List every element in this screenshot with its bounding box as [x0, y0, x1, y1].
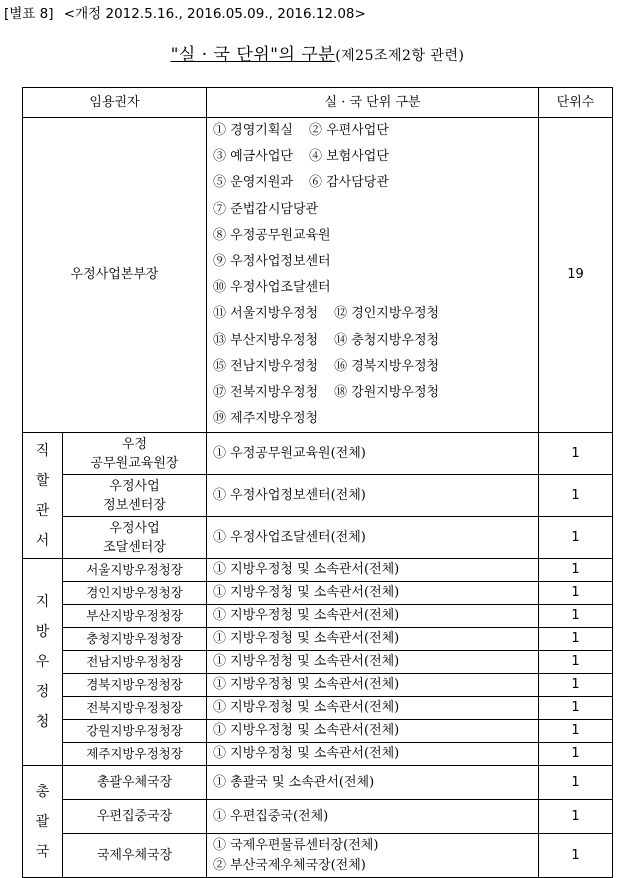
unit-cell: ① 지방우정청 및 소속관서(전체): [207, 582, 539, 605]
group-char: 총: [35, 783, 50, 800]
authority-cell: 전북지방우정청장: [63, 697, 207, 720]
hq-unit-item: ⑫ 경인지방우정청: [334, 306, 440, 322]
authority-cell: [63, 475, 207, 517]
unit-cell: ① 지방우정청 및 소속관서(전체): [207, 605, 539, 628]
table-header-row: [23, 88, 613, 118]
authority-line: 우정: [121, 436, 148, 452]
table-row: [23, 559, 613, 582]
count-cell: 1: [539, 766, 613, 800]
hq-unit-line: [213, 354, 532, 380]
count-cell: 1: [539, 628, 613, 651]
unit-cell: ① 우정사업조달센터(전체): [207, 517, 539, 559]
authority-cell: 경북지방우정청장: [63, 674, 207, 697]
table-row: [23, 697, 613, 720]
unit-cell: ① 우정공무원교육원(전체): [207, 433, 539, 475]
authority-cell: 제주지방우정청장: [63, 743, 207, 766]
unit-cell: ① 지방우정청 및 소속관서(전체): [207, 651, 539, 674]
unit-cell: ① 지방우정청 및 소속관서(전체): [207, 628, 539, 651]
count-cell: 1: [539, 605, 613, 628]
hq-unit-item: ⑬ 부산지방우정청: [213, 332, 319, 348]
hq-unit-line: [213, 118, 532, 144]
count-cell: 1: [539, 720, 613, 743]
column-header-authority: 임용권자: [23, 88, 207, 118]
group-label-direct: [23, 433, 63, 559]
table-row: [23, 800, 613, 834]
count-cell: 1: [539, 475, 613, 517]
hq-unit-line: [213, 301, 532, 327]
group-char: 관: [35, 502, 50, 519]
count-cell: 1: [539, 517, 613, 559]
authority-line: 조달센터장: [103, 539, 166, 555]
hq-unit-item: ⑤ 운영지원과: [213, 175, 293, 191]
count-cell: 1: [539, 697, 613, 720]
authority-cell: 우편집중국장: [63, 800, 207, 834]
authority-cell: [63, 517, 207, 559]
group-char: 국: [35, 843, 50, 860]
unit-cell: ① 총괄국 및 소속관서(전체): [207, 766, 539, 800]
unit-cell: ① 지방우정청 및 소속관서(전체): [207, 559, 539, 582]
authority-cell: 부산지방우정청장: [63, 605, 207, 628]
hq-unit-item: ⑲ 제주지방우정청: [213, 411, 319, 427]
authority-cell: 서울지방우정청장: [63, 559, 207, 582]
count-cell: 1: [539, 674, 613, 697]
unit-cell: ① 지방우정청 및 소속관서(전체): [207, 674, 539, 697]
unit-cell: ① 우편집중국(전체): [207, 800, 539, 834]
hq-unit-item: ⑥ 감사담당관: [308, 175, 389, 191]
hq-unit-item: ⑪ 서울지방우정청: [213, 306, 319, 322]
group-label-general: [23, 766, 63, 878]
hq-unit-line: [213, 328, 532, 354]
authority-line: 공무원교육원장: [90, 455, 179, 471]
group-char: 정: [35, 684, 50, 701]
hq-unit-item: ① 경영기획실: [213, 123, 293, 138]
authority-line: 우정사업: [109, 478, 160, 494]
table-row: [23, 743, 613, 766]
table-row: [23, 517, 613, 559]
group-char: 우: [35, 654, 50, 671]
authority-cell: 충청지방우정청장: [63, 628, 207, 651]
hq-unit-line: [213, 380, 532, 406]
group-label-regional: [23, 559, 63, 766]
count-cell: 1: [539, 559, 613, 582]
authority-cell: 전남지방우정청장: [63, 651, 207, 674]
hq-unit-item: ⑦ 준법감시담당관: [213, 201, 319, 217]
count-cell: 1: [539, 651, 613, 674]
table-row: [23, 582, 613, 605]
table-row: [23, 720, 613, 743]
hq-unit-item: ⑭ 충청지방우정청: [334, 332, 440, 348]
table-row: [23, 605, 613, 628]
group-char: 방: [35, 624, 50, 641]
table-row: [23, 651, 613, 674]
hq-unit-item: ⑨ 우정사업정보센터: [213, 254, 331, 270]
hq-unit-item: ⑯ 경북지방우정청: [334, 358, 440, 374]
unit-cell: ① 지방우정청 및 소속관서(전체): [207, 697, 539, 720]
document-header: [4, 2, 366, 22]
table-row: [23, 834, 613, 878]
table-row: [23, 475, 613, 517]
count-cell: 1: [539, 433, 613, 475]
authority-cell: 국제우체국장: [63, 834, 207, 878]
hq-unit-line: [213, 144, 532, 170]
hq-unit-item: ⑧ 우정공무원교육원: [213, 227, 331, 243]
group-char: 직: [35, 442, 50, 459]
table-row-headquarters: [23, 118, 613, 433]
unit-cell: [207, 834, 539, 878]
table-row: [23, 433, 613, 475]
hq-count: 19: [539, 118, 613, 433]
title-sub: (제25조제2항 관련): [335, 48, 465, 64]
hq-unit-line: [213, 249, 532, 275]
group-char: 서: [35, 532, 50, 549]
unit-cell: ① 지방우정청 및 소속관서(전체): [207, 720, 539, 743]
revision-note: <개정 2012.5.16., 2016.05.09., 2016.12.08>: [63, 6, 366, 22]
appendix-tag: [별표 8]: [4, 6, 54, 22]
count-cell: 1: [539, 800, 613, 834]
authority-cell: 강원지방우정청장: [63, 720, 207, 743]
hq-unit-line: [213, 197, 532, 223]
authority-cell: [63, 433, 207, 475]
table-row: [23, 674, 613, 697]
group-char: 괄: [35, 813, 50, 830]
authority-cell: 경인지방우정청장: [63, 582, 207, 605]
unit-line: ① 국제우편물류센터장(전체): [213, 837, 379, 853]
group-char: 청: [35, 714, 50, 731]
group-char: 할: [35, 472, 50, 489]
hq-unit-line: [213, 275, 532, 301]
hq-unit-item: ⑱ 강원지방우정청: [334, 385, 440, 401]
authority-cell: 총괄우체국장: [63, 766, 207, 800]
count-cell: 1: [539, 743, 613, 766]
group-char: 지: [35, 594, 50, 611]
hq-unit-line: [213, 406, 532, 432]
unit-cell: ① 지방우정청 및 소속관서(전체): [207, 743, 539, 766]
table-row: [23, 766, 613, 800]
hq-unit-item: ⑩ 우정사업조달센터: [213, 280, 331, 296]
count-cell: 1: [539, 834, 613, 878]
unit-line: ② 부산국제우체국장(전체): [213, 857, 366, 873]
title-main: "실 · 국 단위"의 구분: [170, 45, 336, 65]
hq-unit-item: ③ 예금사업단: [213, 149, 293, 165]
authority-line: 우정사업: [109, 520, 160, 536]
authority-line: 정보센터장: [103, 497, 166, 513]
column-header-units: 실 · 국 단위 구분: [207, 88, 539, 118]
hq-unit-item: ② 우편사업단: [308, 123, 389, 138]
unit-cell: ① 우정사업정보센터(전체): [207, 475, 539, 517]
hq-unit-item: ⑰ 전북지방우정청: [213, 385, 319, 401]
unit-classification-table: [22, 87, 613, 878]
count-cell: 1: [539, 582, 613, 605]
hq-unit-line: [213, 170, 532, 196]
hq-unit-item: ④ 보험사업단: [308, 149, 389, 165]
hq-unit-line: [213, 223, 532, 249]
column-header-count: 단위수: [539, 88, 613, 118]
document-title: [0, 40, 635, 65]
hq-authority: 우정사업본부장: [23, 118, 207, 433]
hq-unit-item: ⑮ 전남지방우정청: [213, 358, 319, 374]
table-row: [23, 628, 613, 651]
hq-unit-list: [207, 118, 539, 433]
